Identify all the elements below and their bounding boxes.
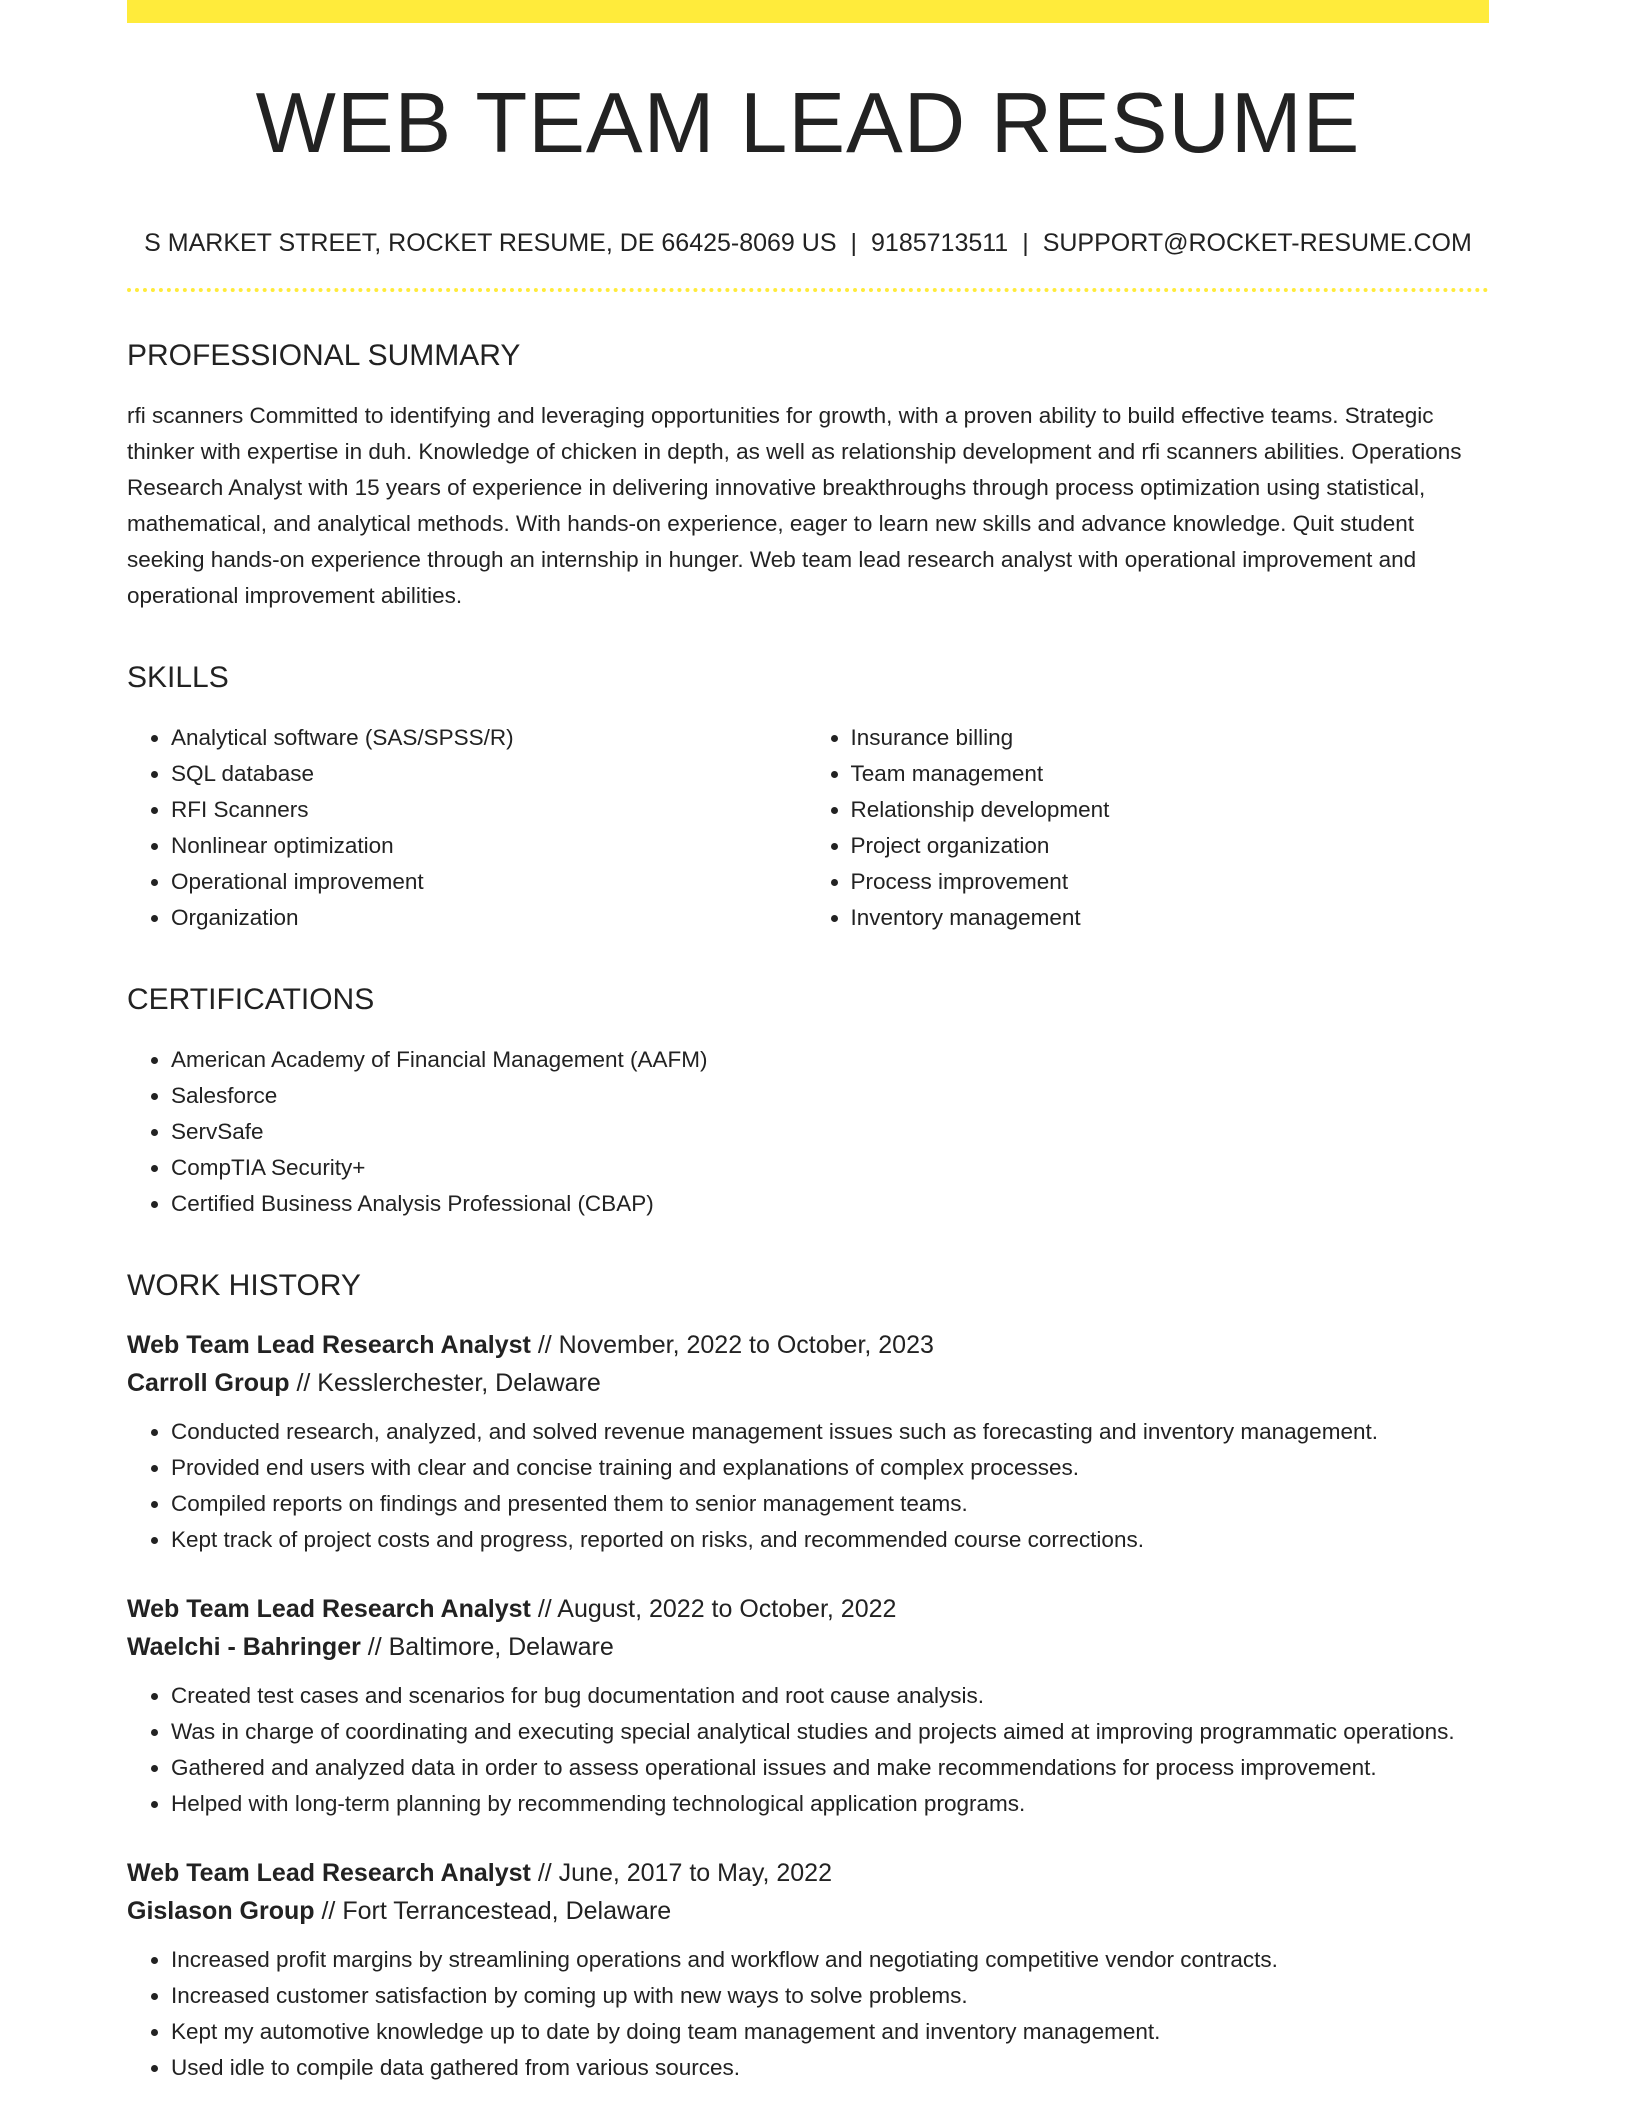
contact-phone: 9185713511 <box>871 229 1009 257</box>
certification-item: • American Academy of Financial Management (AAFM) <box>171 1042 1489 1078</box>
skills-columns <box>127 720 1489 936</box>
skill-item: • Analytical software (SAS/SPSS/R) <box>171 720 810 756</box>
skill-item: • Relationship development <box>851 792 1490 828</box>
skill-item: • Insurance billing <box>851 720 1490 756</box>
summary-text: rfi scanners Committed to identifying and leveraging opportunities for growth, with a proven ability to build effective teams. Strategic thinker with expertise in duh. Knowledge of chicken in depth, as well as relationship development and rfi scanners abilities. Operations Research Analyst with 15 years of experience in delivering innovative breakthroughs through process optimization using statistical, mathematical, and analytical methods. With hands-on experience, eager to learn new skills and advance knowledge. Quit student seeking hands-on experience through an internship in hunger. Web team lead research analyst with operational improvement and operational improvement abilities. <box>127 403 1462 608</box>
skills-list-right <box>807 720 1490 936</box>
resume-title: WEB TEAM LEAD RESUME <box>255 76 1361 171</box>
job-company: Waelchi - Bahringer <box>127 1633 361 1661</box>
job-bullet: • Was in charge of coordinating and executing special analytical studies and projects aimed at improving programmatic operations. <box>171 1714 1489 1750</box>
summary-heading: PROFESSIONAL SUMMARY <box>127 339 521 372</box>
skills-list-left <box>127 720 810 936</box>
job-dates: // November, 2022 to October, 2023 <box>537 1331 934 1359</box>
skill-item: • Inventory management <box>851 900 1490 936</box>
contact-separator: | <box>1022 229 1029 257</box>
certification-item: • Salesforce <box>171 1078 1489 1114</box>
work-history-heading: WORK HISTORY <box>127 1269 361 1302</box>
contact-separator: | <box>850 229 858 257</box>
job-company-line <box>127 1892 1489 1930</box>
job-bullets <box>127 1678 1489 1822</box>
skill-item: • SQL database <box>171 756 810 792</box>
job-location: // Kesslerchester, Delaware <box>296 1369 601 1397</box>
resume-page <box>127 0 1489 2086</box>
skill-item: • Organization <box>171 900 810 936</box>
job-title: Web Team Lead Research Analyst <box>127 1595 531 1623</box>
job-entry <box>127 1590 1489 1822</box>
contact-email[interactable]: SUPPORT@ROCKET-RESUME.COM <box>1042 229 1472 257</box>
job-dates: // August, 2022 to October, 2022 <box>537 1595 897 1623</box>
certification-item: • ServSafe <box>171 1114 1489 1150</box>
job-title-line <box>127 1326 1489 1364</box>
job-location: // Baltimore, Delaware <box>367 1633 614 1661</box>
certification-item: • Certified Business Analysis Professional (CBAP) <box>171 1186 1489 1222</box>
job-company-line <box>127 1364 1489 1402</box>
job-bullet: • Provided end users with clear and concise training and explanations of complex processes. <box>171 1450 1489 1486</box>
job-bullet: • Kept track of project costs and progress, reported on risks, and recommended course corrections. <box>171 1522 1489 1558</box>
contact-address: S MARKET STREET, ROCKET RESUME, DE 66425-8069 US <box>144 229 837 257</box>
certification-item: • CompTIA Security+ <box>171 1150 1489 1186</box>
job-title: Web Team Lead Research Analyst <box>127 1331 531 1359</box>
certifications-heading: CERTIFICATIONS <box>127 983 375 1016</box>
job-bullet: • Gathered and analyzed data in order to assess operational issues and make recommendations for process improvement. <box>171 1750 1489 1786</box>
job-company-line <box>127 1628 1489 1666</box>
job-bullet: • Increased customer satisfaction by coming up with new ways to solve problems. <box>171 1978 1489 2014</box>
certifications-list <box>127 1042 1489 1222</box>
job-title-line <box>127 1590 1489 1628</box>
job-company: Carroll Group <box>127 1369 290 1397</box>
skill-item: • Process improvement <box>851 864 1490 900</box>
job-bullet: • Compiled reports on findings and presented them to senior management teams. <box>171 1486 1489 1522</box>
job-company: Gislason Group <box>127 1897 315 1925</box>
job-bullet: • Used idle to compile data gathered from various sources. <box>171 2050 1489 2086</box>
job-title-line <box>127 1854 1489 1892</box>
dotted-divider <box>127 288 1489 292</box>
job-bullet: • Kept my automotive knowledge up to date by doing team management and inventory management. <box>171 2014 1489 2050</box>
job-bullet: • Increased profit margins by streamlining operations and workflow and negotiating competitive vendor contracts. <box>171 1942 1489 1978</box>
skill-item: • Operational improvement <box>171 864 810 900</box>
accent-top-bar <box>127 0 1489 23</box>
skill-item: • Project organization <box>851 828 1490 864</box>
skill-item: • RFI Scanners <box>171 792 810 828</box>
job-entry <box>127 1854 1489 2086</box>
job-bullet: • Conducted research, analyzed, and solved revenue management issues such as forecasting and inventory management. <box>171 1414 1489 1450</box>
job-bullets <box>127 1414 1489 1558</box>
contact-line <box>127 228 1489 258</box>
skills-heading: SKILLS <box>127 661 229 694</box>
job-dates: // June, 2017 to May, 2022 <box>537 1859 832 1887</box>
job-bullets <box>127 1942 1489 2086</box>
job-title: Web Team Lead Research Analyst <box>127 1859 531 1887</box>
job-bullet: • Created test cases and scenarios for bug documentation and root cause analysis. <box>171 1678 1489 1714</box>
skill-item: • Nonlinear optimization <box>171 828 810 864</box>
job-bullet: • Helped with long-term planning by recommending technological application programs. <box>171 1786 1489 1822</box>
job-entry <box>127 1326 1489 1558</box>
skill-item: • Team management <box>851 756 1490 792</box>
job-location: // Fort Terrancestead, Delaware <box>321 1897 672 1925</box>
